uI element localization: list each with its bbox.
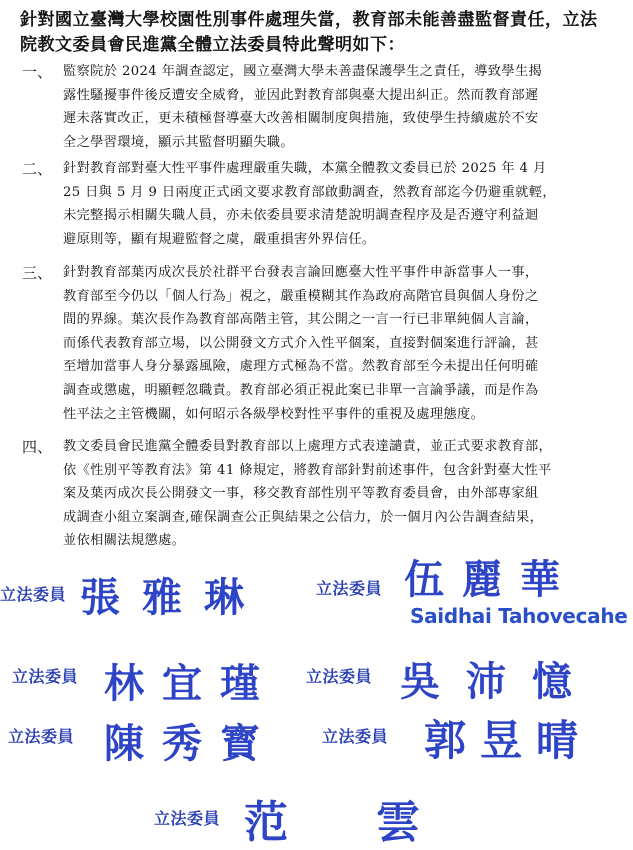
stamp-name: 張雅琳 (80, 574, 266, 621)
item-line: 監察院於 2024 年調查認定，國立臺灣大學未善盡保護學生之責任，導致學生揭 (63, 64, 543, 79)
stamp-name: 伍麗華 (404, 556, 578, 603)
stamp-name: 郭昱晴 (424, 716, 593, 765)
item-body (63, 60, 615, 154)
heading-line-2: 院教文委員會民進黨全體立法委員特此聲明如下： (20, 35, 405, 55)
stamp-name: 吳沛憶 (400, 658, 598, 705)
item-body (63, 157, 615, 251)
stamp-title: 立法委員 (12, 667, 79, 686)
stamp-title: 立法委員 (322, 727, 389, 746)
item-line: 性平法之主管機關，如何昭示各級學校對性平事件的重視及處理態度。 (63, 406, 485, 422)
item-line: 案及葉丙成次長公開發文一事，移交教育部性別平等教育委員會，由外部專家組 (63, 486, 539, 502)
item-body (63, 435, 615, 553)
heading-line-1: 針對國立臺灣大學校園性別事件處理失當，教育部未能善盡監督責任，立法 (20, 10, 598, 30)
item-number: 二、 (22, 160, 53, 178)
stamp-title: 立法委員 (306, 667, 373, 686)
stamp-name: 林宜瑾 (104, 660, 278, 707)
stamp-title: 立法委員 (154, 809, 221, 828)
item-number: 四、 (22, 438, 53, 456)
item-line: 依《性別平等教育法》第 41 條規定，將教育部針對前述事件，包含針對臺大性平 (63, 462, 552, 478)
item-line: 針對教育部對臺大性平事件處理嚴重失職，本黨全體教文委員已於 2025 年 4 月 (63, 161, 547, 176)
item-line: 成調查小組立案調查,確保調查公正與結果之公信力，於一個月內公告調查結果， (63, 509, 544, 525)
item-number: 三、 (22, 264, 53, 282)
stamp-name: 范雲 (244, 797, 508, 848)
stamp-title: 立法委員 (316, 579, 383, 598)
stamp-romanized-name: Saidhai Tahovecahe (410, 604, 628, 628)
item-line: 露性騷擾事件後反遭安全威脅，並因此對教育部與臺大提出糾正。然而教育部遲 (63, 87, 539, 103)
item-line: 遲未落實改正，更未積極督導臺大改善相關制度與措施，致使學生持續處於不安 (63, 111, 539, 127)
item-line: 並依相關法規懲處。 (63, 533, 186, 549)
item-line: 針對教育部葉丙成次長於社群平台發表言論回應臺大性平事件申訴當事人一事， (63, 265, 539, 280)
statement-heading (20, 8, 620, 58)
item-line: 避原則等，顯有規避監督之虞，嚴重損害外界信任。 (63, 231, 376, 247)
item-line: 至增加當事人身分暴露風險，處理方式極為不當。然教育部至今未提出任何明確 (63, 359, 539, 375)
item-line: 教育部至今仍以「個人行為」視之，嚴重模糊其作為政府高階官員與個人身份之 (63, 288, 539, 304)
item-number: 一、 (22, 63, 53, 81)
item-line: 全之學習環境，顯示其監督明顯失職。 (63, 134, 294, 150)
item-line: 間的界線。葉次長作為教育部高階主管，其公開之一言一行已非單純個人言論， (63, 312, 539, 328)
item-line: 教文委員會民進黨全體委員對教育部以上處理方式表達譴責，並正式要求教育部， (63, 439, 553, 454)
stamp-title: 立法委員 (8, 727, 75, 746)
item-line: 而係代表教育部立場，以公開發文方式介入性平個案，直接對個案進行評論，甚 (63, 335, 539, 351)
stamp-name: 陳秀寳 (104, 720, 278, 767)
item-line: 25 日與 5 月 9 日兩度正式函文要求教育部啟動調查，然教育部迄今仍避重就輕， (63, 184, 556, 200)
item-line: 未完整揭示相關失職人員，亦未依委員要求清楚說明調查程序及是否遵守利益迴 (63, 208, 539, 224)
stamp-title: 立法委員 (0, 585, 67, 604)
item-body (63, 261, 615, 426)
item-line: 調查或懲處，明顯輕忽職責。教育部必須正視此案已非單一言論爭議，而是作為 (63, 382, 539, 398)
